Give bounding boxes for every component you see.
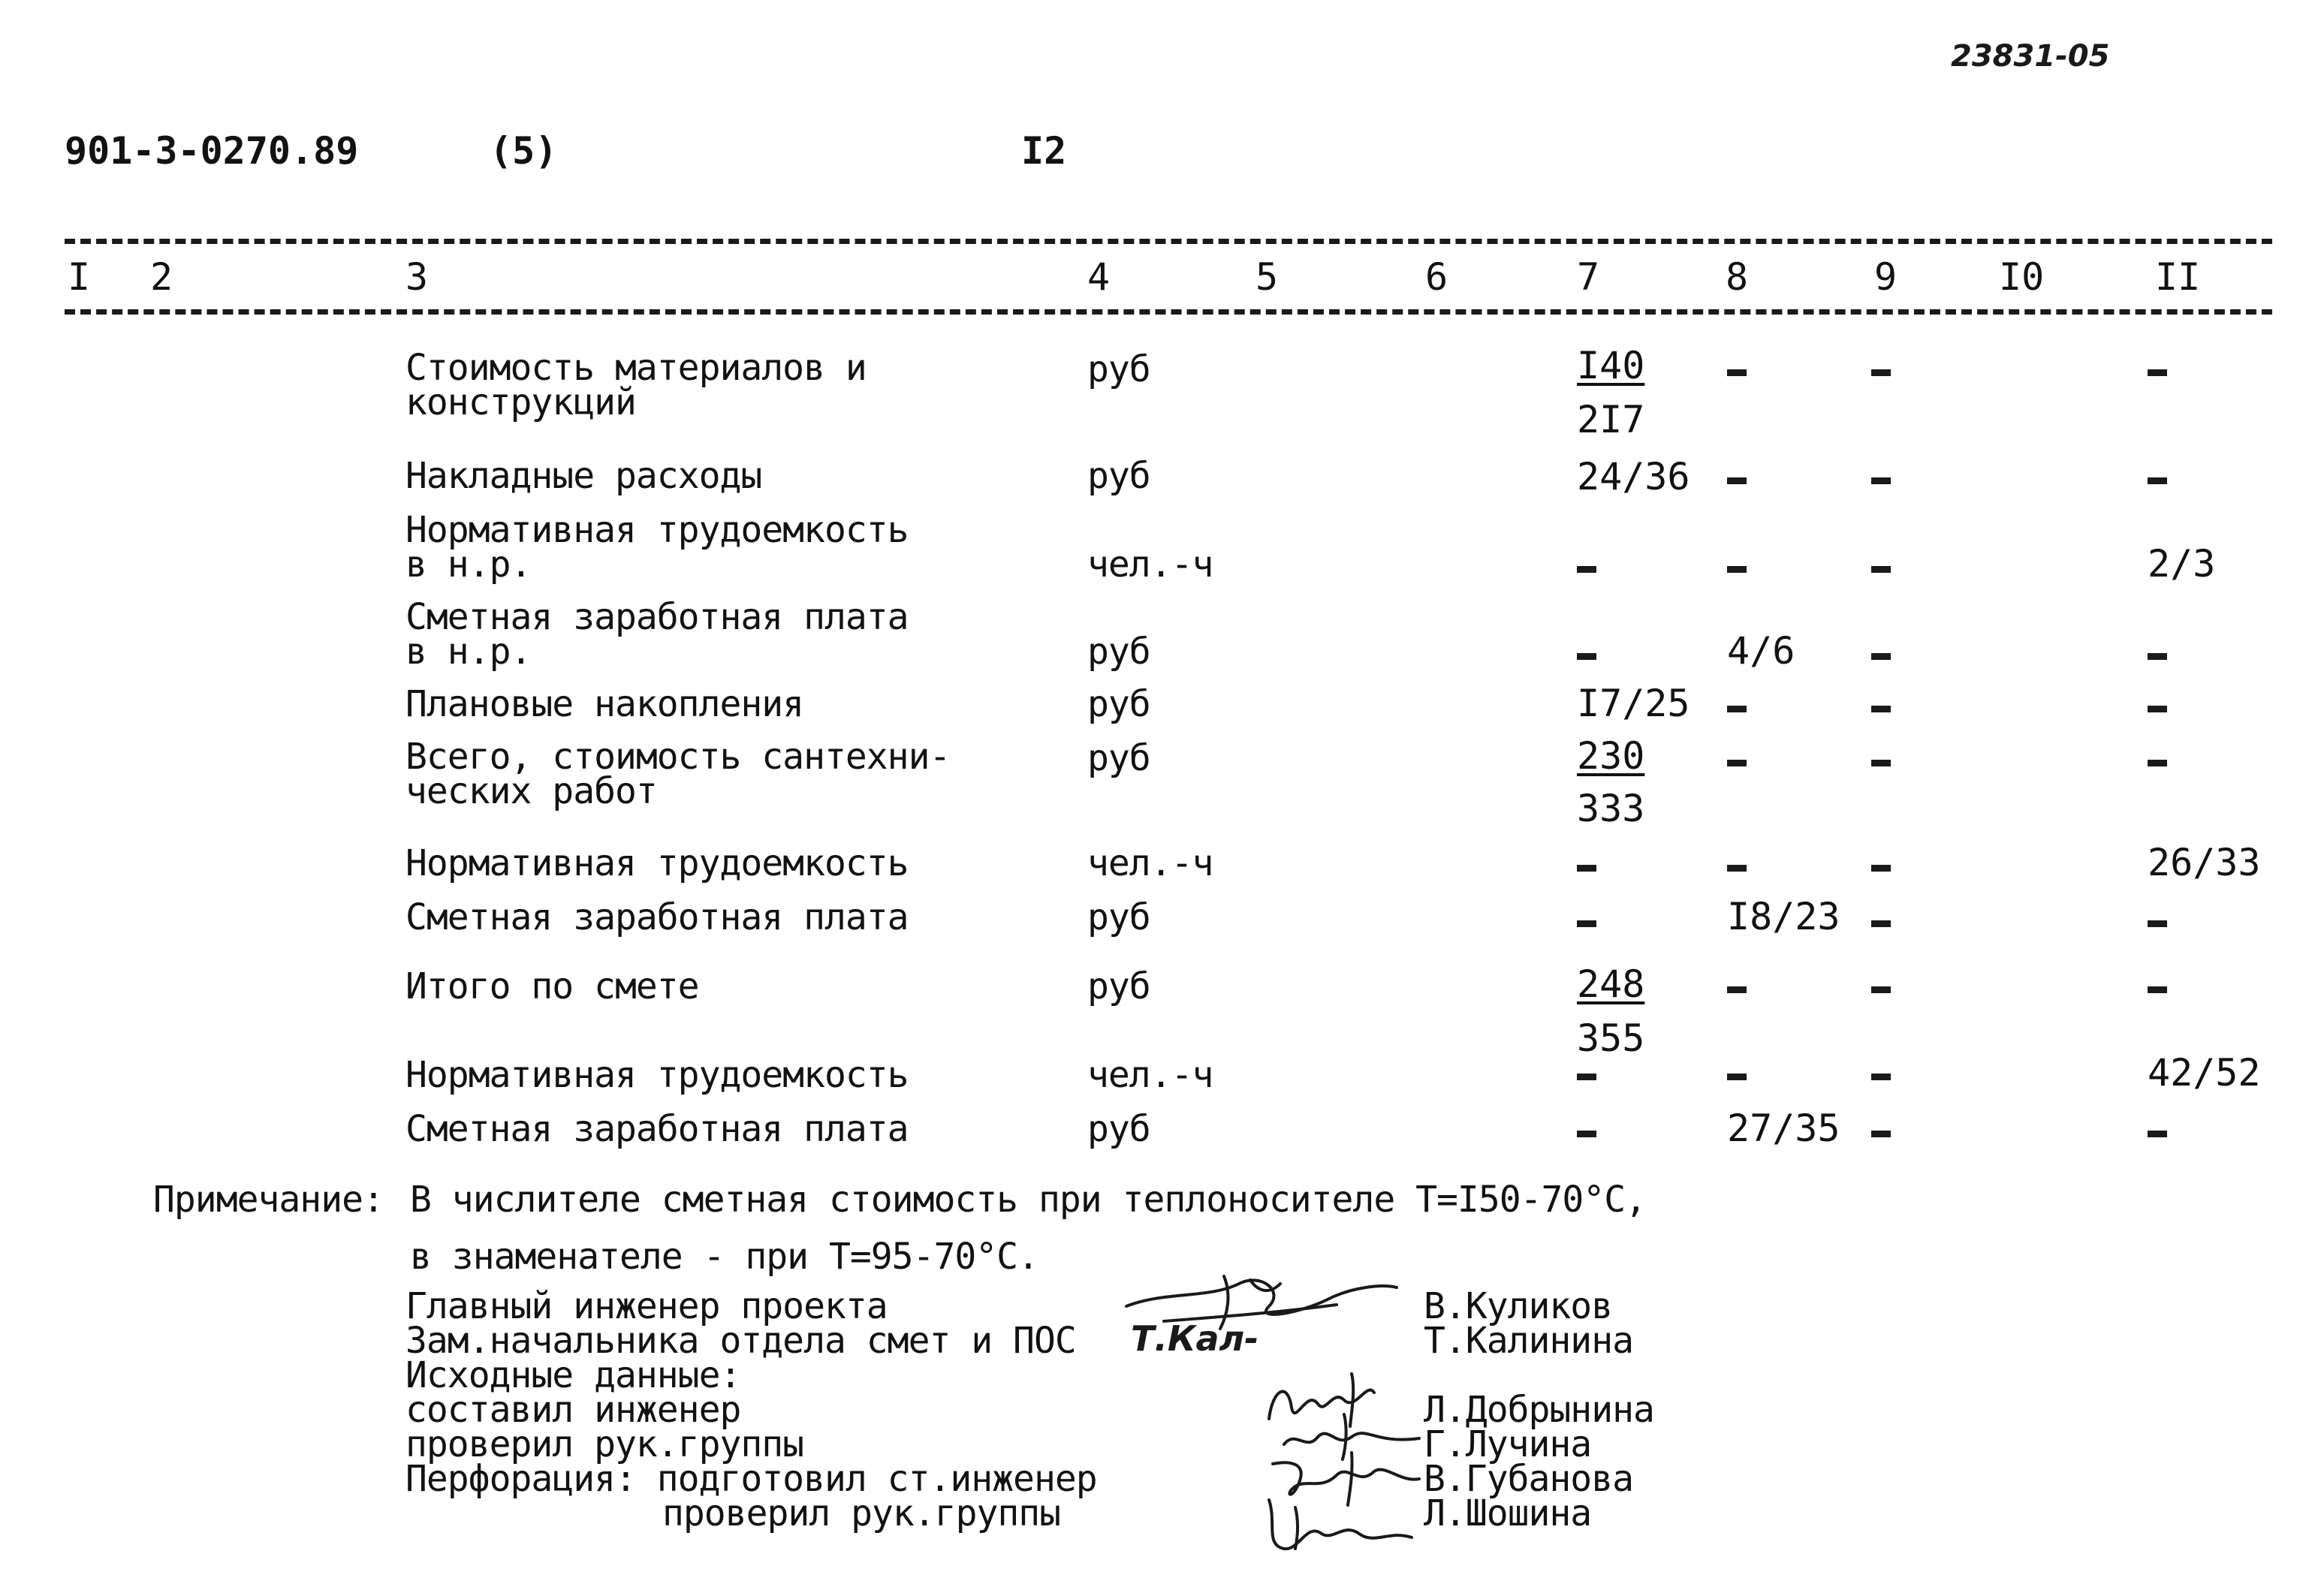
dash-col7: [1577, 1131, 1596, 1137]
dash-col8: [1727, 477, 1747, 484]
cell-col7-numerator: 230: [1577, 734, 1645, 778]
page-number: I2: [1021, 129, 1067, 173]
row-label: Нормативная трудоемкость: [405, 1054, 909, 1096]
row-label: Нормативная трудоемкость: [405, 509, 909, 551]
dash-col7: [1577, 865, 1596, 872]
row-unit: чел.-ч: [1087, 1054, 1213, 1096]
dash-col9: [1871, 760, 1891, 766]
dash-col7: [1577, 566, 1596, 573]
dash-col11: [2148, 477, 2167, 484]
dash-col7: [1577, 653, 1596, 660]
signature-name: В.Куликов: [1424, 1285, 1613, 1327]
cell-col11: 42/52: [2148, 1051, 2261, 1095]
dash-col11: [2148, 706, 2167, 712]
dash-col9: [1871, 1074, 1891, 1080]
dash-col11: [2148, 653, 2167, 660]
dash-col7: [1577, 1074, 1596, 1080]
signature-role: Исходные данные:: [405, 1354, 741, 1396]
dash-col7: [1577, 920, 1596, 927]
dash-col9: [1871, 920, 1891, 927]
cell-col8: 4/6: [1727, 629, 1795, 673]
dash-col9: [1871, 865, 1891, 872]
note-line-2: в знаменателе - при Т=95-70°С.: [410, 1236, 1038, 1278]
row-unit: чел.-ч: [1087, 544, 1213, 586]
header-bottom-rule: [65, 309, 2272, 315]
handwritten-signature-text: Т.Кал-: [1131, 1318, 1259, 1359]
dash-col8: [1727, 369, 1747, 376]
dash-col8: [1727, 986, 1747, 993]
signature-role: Главный инженер проекта: [405, 1285, 888, 1327]
column-header-11: II: [2155, 255, 2201, 299]
dash-col9: [1871, 566, 1891, 573]
note-line-1: В числителе сметная стоимость при теплоносителе Т=I50-70°С,: [410, 1179, 1647, 1221]
cell-col11: 2/3: [2148, 542, 2216, 586]
dash-col8: [1727, 706, 1747, 712]
cell-col7-numerator: 248: [1577, 962, 1645, 1006]
signature-shoshina: [1254, 1492, 1419, 1563]
signature-kulikov: [1119, 1261, 1404, 1339]
dash-col11: [2148, 369, 2167, 376]
dash-col11: [2148, 760, 2167, 766]
dash-col8: [1727, 760, 1747, 766]
section-number: (5): [490, 129, 558, 173]
note-label: Примечание:: [153, 1179, 384, 1221]
column-header-7: 7: [1577, 255, 1600, 299]
row-unit: руб: [1087, 1108, 1150, 1150]
dash-col11: [2148, 986, 2167, 993]
row-unit: руб: [1087, 348, 1150, 390]
cell-col7-denominator: 2I7: [1577, 398, 1645, 441]
dash-col9: [1871, 986, 1891, 993]
column-header-10: I0: [1999, 255, 2045, 299]
row-unit: чел.-ч: [1087, 842, 1213, 884]
dash-col11: [2148, 1131, 2167, 1137]
archive-stamp-number: 23831-05: [1951, 39, 2110, 74]
row-label: Итого по смете: [405, 965, 699, 1007]
cell-col8: 27/35: [1727, 1107, 1840, 1150]
row-unit: руб: [1087, 896, 1150, 938]
dash-col9: [1871, 706, 1891, 712]
signature-name: Т.Калинина: [1424, 1320, 1633, 1362]
dash-col8: [1727, 865, 1747, 872]
row-label: Сметная заработная плата: [405, 1108, 909, 1150]
signature-role: составил инженер: [405, 1389, 741, 1431]
signature-name: Л.Шошина: [1424, 1492, 1592, 1534]
column-header-6: 6: [1425, 255, 1448, 299]
row-unit: руб: [1087, 737, 1150, 779]
column-header-2: 2: [150, 255, 173, 299]
cell-col7-denominator: 333: [1577, 787, 1645, 830]
signature-role: Зам.начальника отдела смет и ПОС: [405, 1320, 1076, 1362]
dash-col9: [1871, 653, 1891, 660]
row-unit: руб: [1087, 683, 1150, 725]
cell-col11: 26/33: [2148, 841, 2261, 884]
dash-col11: [2148, 920, 2167, 927]
signature-name: В.Губанова: [1424, 1458, 1633, 1500]
dash-col9: [1871, 477, 1891, 484]
row-label: в н.р.: [405, 631, 532, 673]
dash-col8: [1727, 566, 1747, 573]
cell-col7: I7/25: [1577, 682, 1690, 725]
row-unit: руб: [1087, 631, 1150, 673]
column-header-5: 5: [1255, 255, 1279, 299]
signature-name: Г.Лучина: [1424, 1423, 1592, 1465]
cell-col8: I8/23: [1727, 895, 1840, 938]
row-label: Плановые накопления: [405, 683, 804, 725]
signature-role: Перфорация: подготовил ст.инженер: [405, 1458, 1097, 1500]
column-header-1: I: [68, 255, 91, 299]
dash-col9: [1871, 369, 1891, 376]
row-label: Нормативная трудоемкость: [405, 842, 909, 884]
row-label: конструкций: [405, 381, 636, 423]
dash-col8: [1727, 1074, 1747, 1080]
signature-role: проверил рук.группы: [405, 1423, 804, 1465]
row-label: ческих работ: [405, 770, 657, 812]
dash-col9: [1871, 1131, 1891, 1137]
row-unit: руб: [1087, 965, 1150, 1007]
row-label: Накладные расходы: [405, 455, 762, 497]
cell-col7-numerator: I40: [1577, 344, 1645, 387]
header-top-rule: [65, 239, 2272, 244]
signature-name: Л.Добрынина: [1424, 1389, 1654, 1431]
column-header-8: 8: [1726, 255, 1749, 299]
row-label: в н.р.: [405, 544, 532, 586]
document-code: 901-3-0270.89: [65, 129, 359, 173]
signature-role: проверил рук.группы: [662, 1492, 1061, 1534]
cell-col7: 24/36: [1577, 455, 1690, 498]
row-label: Сметная заработная плата: [405, 896, 909, 938]
row-label: Всего, стоимость сантехни-: [405, 736, 951, 778]
row-label: Стоимость материалов и: [405, 347, 867, 389]
column-header-3: 3: [405, 255, 429, 299]
column-header-9: 9: [1874, 255, 1898, 299]
row-label: Сметная заработная плата: [405, 596, 909, 638]
column-header-4: 4: [1087, 255, 1111, 299]
cell-col7-denominator: 355: [1577, 1016, 1645, 1060]
row-unit: руб: [1087, 455, 1150, 497]
